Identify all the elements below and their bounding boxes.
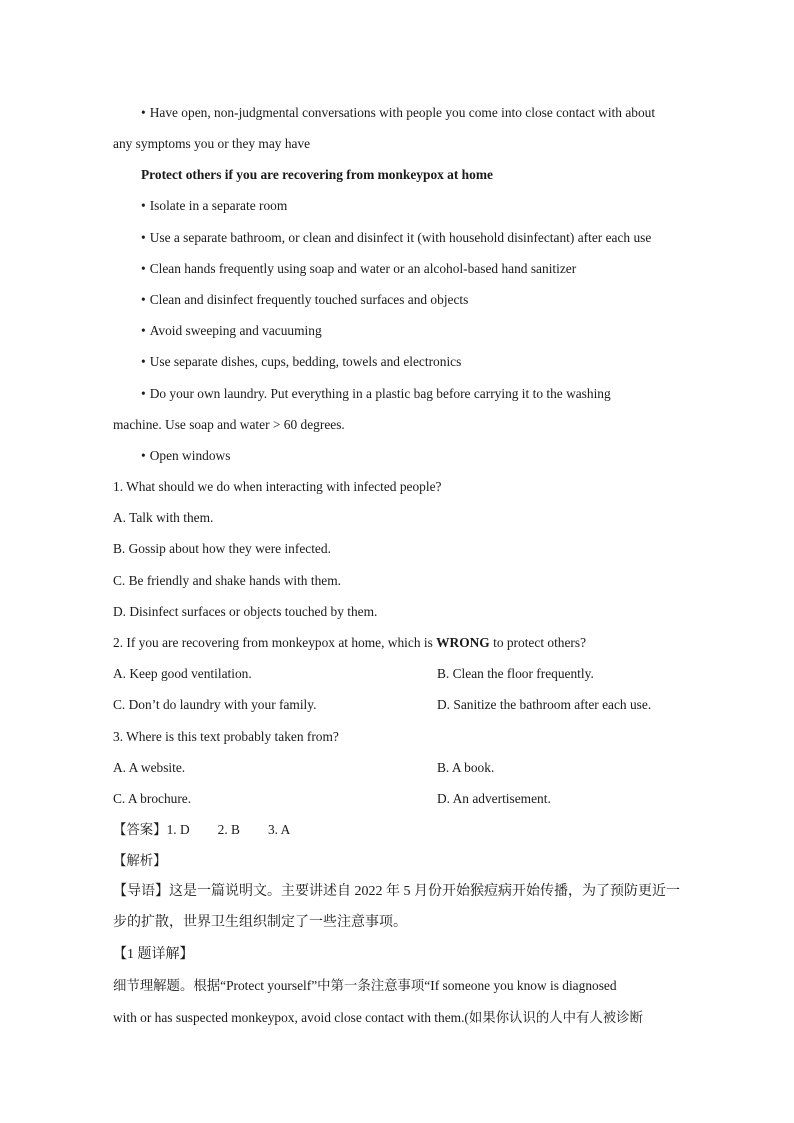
bullet-item-isolate [141,197,287,215]
question-2-stem [113,634,586,652]
stem-text: 2. If you are recovering from monkeypox at home, which is [113,635,433,650]
answer-2: 2. B [217,822,240,837]
question-1-stem: 1. What should we do when interacting with infected people? [113,479,442,494]
bullet-icon: • [141,198,146,213]
bullet-item-sweeping [141,322,322,340]
bullet-item-laundry [141,385,611,403]
bullet-text: Use a separate bathroom, or clean and disinfect it (with household disinfectant) after each use [149,230,652,245]
question-1-option-c: C. Be friendly and shake hands with them. [113,573,341,588]
bullet-icon: • [141,292,146,307]
bullet-text: Isolate in a separate room [149,198,288,213]
analysis-tag: 【解析】 [113,853,167,868]
question-2-option-b: B. Clean the floor frequently. [437,666,594,681]
question-1-option-d: D. Disinfect surfaces or objects touched by them. [113,604,378,619]
bullet-text: Use separate dishes, cups, bedding, towels and electronics [149,354,462,369]
emphasis-text: WRONG [436,635,490,650]
bullet-icon: • [141,230,146,245]
answer-1: 1. D [166,822,190,837]
guide-paragraph-line-1 [113,883,680,901]
bullet-text: Clean hands frequently using soap and water or an alcohol-based hand sanitizer [149,261,577,276]
bullet-text: Clean and disinfect frequently touched surfaces and objects [149,292,469,307]
detail-paragraph-line-2: with or has suspected monkeypox, avoid close contact with them.(如果你认识的人中有人被诊断 [113,1010,643,1025]
bullet-text-continuation: any symptoms you or they may have [113,136,311,151]
question-1-option-a: A. Talk with them. [113,510,214,525]
bullet-item-bathroom [141,229,651,247]
bullet-item-dishes [141,353,461,371]
bullet-item-windows [141,447,230,465]
question-3-option-c: C. A brochure. [113,791,192,806]
bullet-item-conversations [141,104,655,122]
question-2-option-d: D. Sanitize the bathroom after each use. [437,697,652,712]
bullet-item-surfaces [141,291,468,309]
question-3-stem: 3. Where is this text probably taken from? [113,729,339,744]
bullet-icon: • [141,323,146,338]
question-3-option-d: D. An advertisement. [437,791,551,806]
bullet-icon: • [141,105,146,120]
guide-tag: 【导语】 [113,884,169,899]
bullet-icon: • [141,386,146,401]
bullet-text: Do your own laundry. Put everything in a plastic bag before carrying it to the washing [149,386,611,401]
bullet-text: Avoid sweeping and vacuuming [149,323,322,338]
question-3-option-a: A. A website. [113,760,186,775]
answer-line [113,821,290,839]
bullet-text: Open windows [149,448,231,463]
bullet-item-hands [141,260,576,278]
detail-tag: 【1 题详解】 [113,947,194,962]
detail-paragraph-line-1: 细节理解题。根据“Protect yourself”中第一条注意事项“If someone you know is diagnosed [113,978,617,993]
question-3-option-b: B. A book. [437,760,495,775]
bullet-text-continuation: machine. Use soap and water > 60 degrees. [113,417,345,432]
guide-text: 这是一篇说明文。主要讲述自 2022 年 5 月份开始猴痘病开始传播，为了预防更近一 [169,884,680,899]
bullet-icon: • [141,261,146,276]
guide-paragraph-line-2: 步的扩散，世界卫生组织制定了一些注意事项。 [113,915,407,930]
section-heading: Protect others if you are recovering from monkeypox at home [141,167,493,182]
question-1-option-b: B. Gossip about how they were infected. [113,541,331,556]
bullet-text: Have open, non-judgmental conversations with people you come into close contact with about [149,105,656,120]
bullet-icon: • [141,354,146,369]
question-2-option-a: A. Keep good ventilation. [113,666,252,681]
answer-3: 3. A [267,822,291,837]
bullet-icon: • [141,448,146,463]
question-2-option-c: C. Don’t do laundry with your family. [113,697,317,712]
stem-text: to protect others? [493,635,587,650]
answer-tag: 【答案】 [113,822,167,837]
